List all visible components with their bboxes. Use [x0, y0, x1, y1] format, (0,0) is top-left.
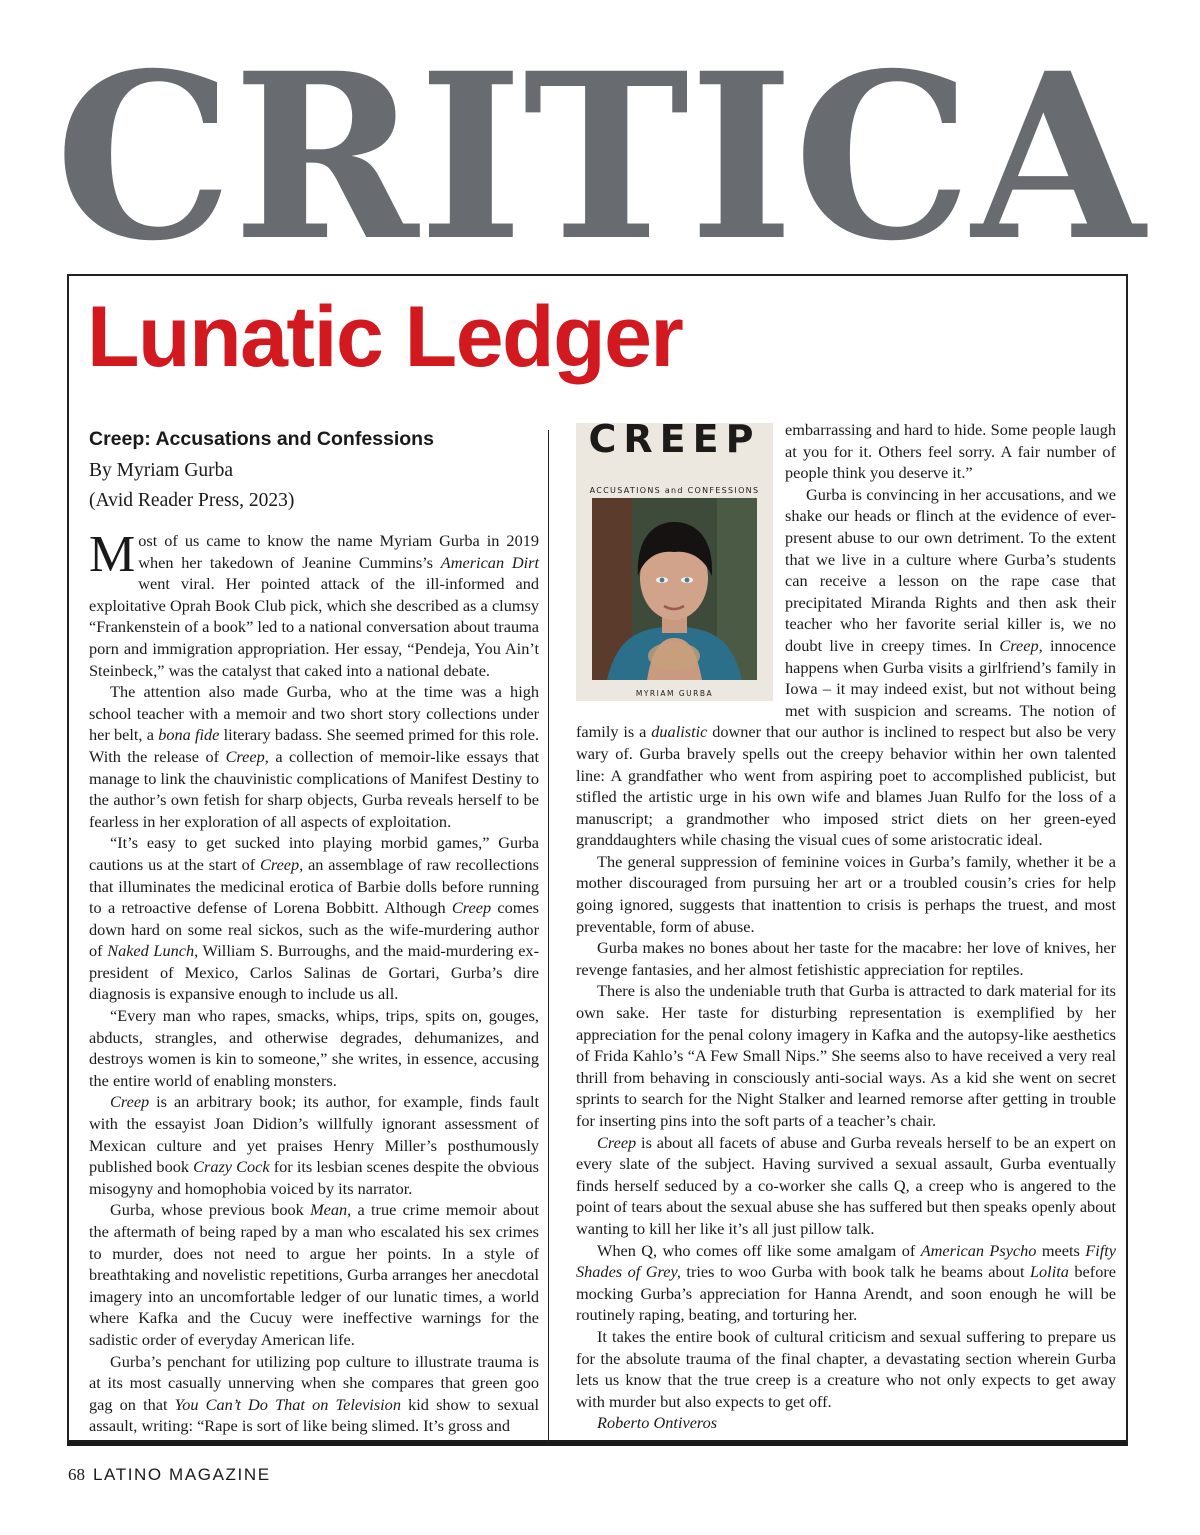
masthead-title: CRITICA [55, 28, 1149, 258]
italic-title: Crazy Cock [193, 1157, 270, 1177]
italic-title: Creep, [259, 854, 304, 874]
paragraph: Creep is an arbitrary book; its author, for example, finds fault with the essayist Joan Didion’s willfully ignorant assessment of Mexican culture and yet praises Henry Miller’s posthumously published book Crazy Cock for its lesbian scenes despite the obvious misogyny and homophobia voiced by its narrator. [89, 1092, 540, 1198]
cover-author: MYRIAM GURBA [635, 689, 714, 698]
author-portrait [592, 498, 757, 680]
paragraph: The general suppression of feminine voices in Gurba’s family, whether it be a mother discouraged from pursuing her art or a troubled cousin’s cries for help going ignored, suggests that inattention to crisis is perhaps the truest, and most preventable, form of abuse. [576, 851, 1116, 936]
column-divider [548, 430, 549, 1442]
paragraph: Gurba is convincing in her accusations, and we shake our heads or flinch at the evidence of ever-present abuse to our own detriment. To the extent that we live in a culture where Gurba’s students can receive a lesson on the rape case that precipitated Miranda Rights and then ask their teacher who her favorite serial killer is, we no doubt live in creepy times. In Creep, innocence happens when Gurba visits a girlfriend’s family in Iowa – it may indeed exist, but not without being met with suspicion and screams. The notion of family is a dualistic downer that our author is inclined to respect but also be very wary of. Gurba bravely spells out the creepy behavior within her own talented line: A grandfather who went from aspiring poet to accomplished publicist, but stifled the artistic urge in his own wife and blames Juan Rulfo for the loss of a manuscript; a grandmother who imposed strict diets on her green-eyed granddaughters while chasing the visual cues of some aristocratic ideal. [576, 484, 1117, 850]
cover-title: CREEP [588, 423, 761, 461]
left-column [89, 426, 539, 1437]
book-publisher: (Avid Reader Press, 2023) [89, 490, 295, 511]
italic-title: Lolita [1029, 1262, 1069, 1282]
paragraph: embarrassing and hard to hide. Some people laugh at you for it. Others feel sorry. A fair number of people think you deserve it.” [785, 420, 1116, 483]
italic-title: Mean [310, 1200, 348, 1220]
paragraph: There is also the undeniable truth that Gurba is attracted to dark material for its own sake. Her taste for disturbing representation is exemplified by her appreciation for the penal colony imagery in Kafka and the autopsy-like aesthetics of Frida Kahlo’s “A Few Small Nips.” She seems also to have received a very real thrill from behaving in consciously anti-social ways. As a kid she went on secret sprints to search for the Night Stalker and learned remorse after getting in trouble for inserting pins into the soft parts of a teacher’s chair. [576, 981, 1116, 1130]
masthead [0, 28, 1200, 258]
italic-title: American Dirt [440, 552, 540, 572]
page-number: 68 [68, 1465, 85, 1484]
italic-title: You Can’t Do That on Television [174, 1394, 401, 1414]
magazine-name: LATINO MAGAZINE [93, 1465, 271, 1484]
italic-title: Naked Lunch, [107, 941, 199, 961]
masthead-svg [0, 28, 1200, 258]
paragraph: It takes the entire book of cultural criticism and sexual suffering to prepare us for the absolute trauma of the final chapter, a devastating section wherein Gurba lets us know that the true creep is a creature who not only expects to get away with murder but also expects to get off. [576, 1326, 1116, 1411]
italic-title: Creep [110, 1092, 150, 1112]
paragraph: When Q, who comes off like some amalgam of American Psycho meets Fifty Shades of Grey, tries to woo Gurba with book talk he beams about Lolita before mocking Gurba’s appreciation for Hanna Arendt, and soon enough he will be routinely raping, beating, and torturing her. [576, 1240, 1116, 1325]
italic-title: bona fide [158, 725, 220, 745]
paragraph: Gurba, whose previous book Mean, a true crime memoir about the aftermath of being raped by a man who escalated his sex crimes to murder, does not need to argue her points. In a style of breathtaking and novelistic repetitions, Gurba arranges her anecdotal imagery into an uncomfortable ledger of our lunatic times, a world where Kafka and the Cucuy were ineffective warnings for the sadistic order of everyday American life. [89, 1200, 539, 1349]
book-cover-image [576, 423, 773, 701]
page-footer [68, 1465, 271, 1485]
book-author: By Myriam Gurba [89, 460, 234, 481]
italic-title: Creep [597, 1132, 637, 1152]
drop-cap: M [89, 526, 136, 583]
right-column [576, 419, 1116, 1434]
italic-title: Creep [451, 898, 492, 918]
italic-title: dualistic [651, 722, 708, 742]
paragraph: Gurba makes no bones about her taste for the macabre: her love of knives, her revenge fantasies, and her almost fetishistic appreciation for reptiles. [576, 938, 1116, 979]
cover-subtitle: ACCUSATIONS and CONFESSIONS [589, 486, 760, 495]
italic-title: Fifty Shades of Grey, [576, 1240, 1116, 1282]
paragraph: Gurba’s penchant for utilizing pop culture to illustrate trauma is at its most casually unnerving when she compares that green goo gag on that You Can’t Do That on Television kid show to sexual assault, writing: “Rape is sort of like being slimed. It’s gross and [89, 1351, 539, 1436]
paragraph: Creep is about all facets of abuse and Gurba reveals herself to be an expert on every slate of the subject. Having survived a sexual assault, Gurba eventually finds herself seduced by a co-worker she calls Q, a creep who is angered to the point of tears about the sexual abuse she has suffered but then speaks openly about wanting to kill her like it’s all just pillow talk. [576, 1132, 1116, 1238]
italic-title: Creep [225, 746, 265, 766]
italic-title: Creep, [999, 635, 1043, 655]
paragraph: “It’s easy to get sucked into playing morbid games,” Gurba cautions us at the start of Creep, an assemblage of raw recollections that illuminates the medicinal erotica of Barbie dolls before running to a retroactive defense of Lorena Bobbitt. Although Creep comes down hard on some real sickos, such as the wife-murdering author of Naked Lunch, William S. Burroughs, and the maid-murdering ex-president of Mexico, Carlos Salinas de Gortari, Gurba’s dire diagnosis is expansive enough to include us all. [89, 833, 539, 1004]
paragraph: The attention also made Gurba, who at the time was a high school teacher with a memoir and two short story collections under her belt, a bona fide literary badass. She seemed primed for this role. With the release of Creep, a collection of memoir-like essays that manage to link the chauvinistic complications of Manifest Destiny to the author’s own fetish for sharp objects, Gurba reveals herself to be fearless in her exploration of all aspects of exploitation. [89, 682, 540, 831]
reviewer-signature: Roberto Ontiveros [597, 1413, 718, 1433]
paragraph: “Every man who rapes, smacks, whips, trips, spits on, gouges, abducts, strangles, and otherwise degrades, dehumanizes, and destroys women is kin to someone,” she writes, in essence, accusing the entire world of enabling monsters. [89, 1006, 539, 1090]
italic-title: American Psycho [920, 1240, 1037, 1260]
book-title: Creep: Accusations and Confessions [89, 428, 434, 450]
article-headline: Lunatic Ledger [87, 289, 683, 385]
paragraph: Most of us came to know the name Myriam Gurba in 2019 when her takedown of Jeanine Cummins’s American Dirt went viral. Her pointed attack of the ill-informed and exploitative Oprah Book Club pick, which she described as a clumsy “Frankenstein of a book” led to a national conversation about trauma porn and immigration appropriation. Her essay, “Pendeja, You Ain’t Steinbeck,” was the catalyst that caked into a national debate. [89, 526, 540, 680]
